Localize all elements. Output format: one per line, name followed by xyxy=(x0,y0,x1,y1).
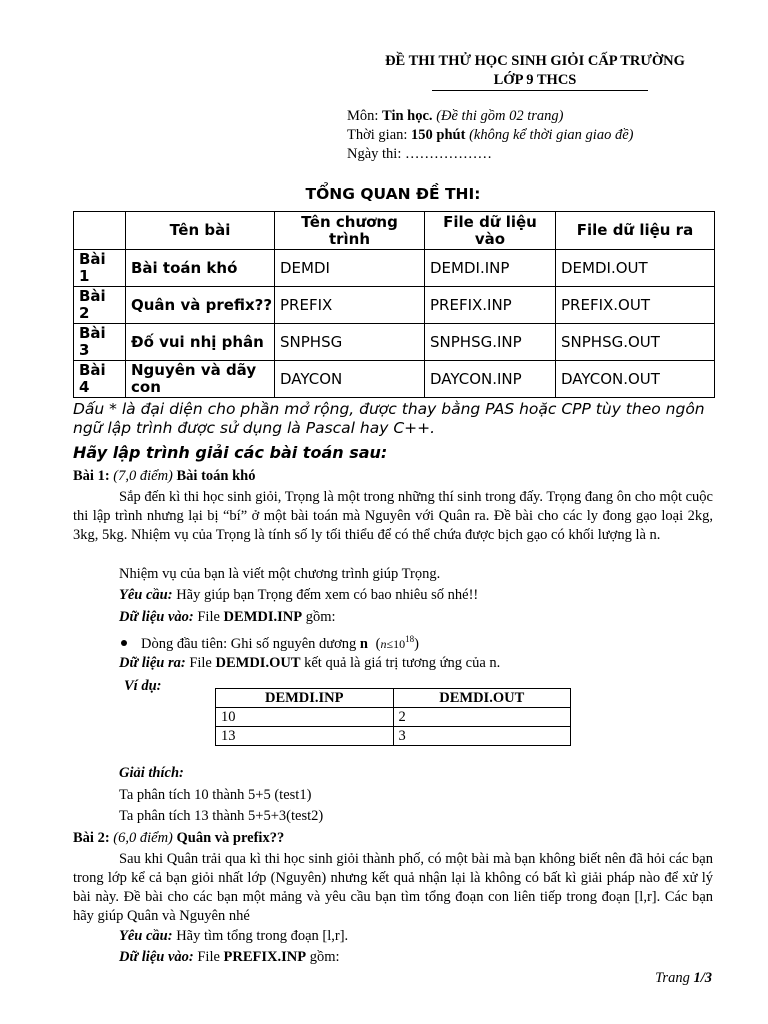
problem-number: Bài 4 xyxy=(74,361,126,398)
header-cell: DEMDI.INP xyxy=(216,689,394,708)
input-file: PREFIX.INP xyxy=(425,287,556,324)
problem1-label: Bài 1: xyxy=(73,468,110,484)
problem1-bullet xyxy=(121,630,711,654)
input-text: gồm: xyxy=(306,949,340,965)
time-note: (không kể thời gian giao đề) xyxy=(465,127,634,143)
header-cell: DEMDI.OUT xyxy=(393,689,571,708)
table-row xyxy=(74,324,715,361)
overview-table xyxy=(73,211,715,398)
example-table xyxy=(215,688,571,746)
page-footer xyxy=(655,970,712,987)
constraint-formula: $(n\le 10^{18})$ xyxy=(375,634,419,652)
program-name: PREFIX xyxy=(275,287,425,324)
problem-number: Bài 2 xyxy=(74,287,126,324)
page-number: 1/3 xyxy=(693,970,712,986)
constraint-operator: ≤ xyxy=(386,636,394,651)
table-row xyxy=(216,708,571,727)
problem-number: Bài 1 xyxy=(74,250,126,287)
input-text: File xyxy=(193,609,224,625)
explain-line: Ta phân tích 13 thành 5+5+3(test2) xyxy=(119,808,324,824)
problem2-paragraph: Sau khi Quân trải qua kì thi học sinh giỏi thành phố, có một bài mà bạn không biết nên đã hỏi các bạn trong lớp kể cả bạn giỏi nhất lớp (Nguyên) nhưng kết quả nhận lại là không có bất kì giải pháp nào để xử lý bài này. Đề bài cho các bạn một mảng và yêu cầu bạn tìm tổng đoạn con liên tiếp trong đoạn [l,r]. Các bạn hãy giúp Quân và Nguyên nhé xyxy=(73,851,713,924)
requirement-text: Hãy giúp bạn Trọng đếm xem có bao nhiêu số nhé!! xyxy=(172,587,479,603)
example-label-text: Ví dụ: xyxy=(124,678,162,694)
input-label: Dữ liệu vào: xyxy=(119,609,194,625)
constraint-base: 10 xyxy=(393,636,406,651)
output-file: DAYCON.OUT xyxy=(556,361,715,398)
input-filename: PREFIX.INP xyxy=(223,949,307,965)
problem-name: Quân và prefix?? xyxy=(126,287,275,324)
problem2-label: Bài 2: xyxy=(73,830,110,846)
input-filename: DEMDI.INP xyxy=(223,609,303,625)
table-row xyxy=(74,361,715,398)
requirement-label: Yêu cầu: xyxy=(119,587,173,603)
problem2-heading xyxy=(73,829,713,848)
time-line xyxy=(347,126,633,145)
problem-name: Đố vui nhị phân xyxy=(126,324,275,361)
input-label: Dữ liệu vào: xyxy=(119,949,194,965)
bullet-icon xyxy=(121,640,127,646)
exam-title-line1: ĐỀ THI THỬ HỌC SINH GIỎI CẤP TRƯỜNG xyxy=(385,53,685,69)
example-output: 2 xyxy=(393,708,571,727)
output-file: SNPHSG.OUT xyxy=(556,324,715,361)
exam-title xyxy=(340,52,730,90)
example-output: 3 xyxy=(393,727,571,746)
input-text: File xyxy=(193,949,224,965)
problem-name: Bài toán khó xyxy=(126,250,275,287)
example-label xyxy=(124,677,224,696)
constraint-exponent: 18 xyxy=(405,634,415,644)
exam-title-line2: LỚP 9 THCS xyxy=(493,72,577,88)
problem1-paragraph: Sắp đến kì thi học sinh giỏi, Trọng là một trong những thí sinh trong đấy. Trọng đang ôn cho một cuộc thi lập trình nhưng lại bị “bí” ở một bài toán mà Nguyên với Quân ra. Đề bài cho các ly đong gạo loại 2kg, 3kg, 5kg. Nhiệm vụ của Trọng là tính số ly tối thiểu để có thể chứa được bịch gạo có khối lượng là n. xyxy=(73,489,713,543)
requirement-text: Hãy tìm tổng trong đoạn [l,r]. xyxy=(172,928,349,944)
subject-value: Tin học. xyxy=(382,108,433,124)
program-name: DAYCON xyxy=(275,361,425,398)
table-row xyxy=(74,287,715,324)
exam-meta xyxy=(347,107,633,164)
header-cell: File dữ liệu ra xyxy=(556,212,715,250)
input-file: SNPHSG.INP xyxy=(425,324,556,361)
subject-note: (Đề thi gồm 02 trang) xyxy=(432,108,564,124)
extension-note: Dấu * là đại diện cho phần mở rộng, được thay bằng PAS hoặc CPP tùy theo ngôn ngữ lập trình được sử dụng là Pascal hay C++. xyxy=(73,400,705,437)
page-prefix: Trang xyxy=(655,970,694,986)
problem1-heading xyxy=(73,467,713,486)
problem-number: Bài 3 xyxy=(74,324,126,361)
overview-title: TỔNG QUAN ĐỀ THI: xyxy=(305,185,481,203)
time-value: 150 phút xyxy=(411,127,466,143)
problem1-title: Bài toán khó xyxy=(176,468,256,484)
input-file: DAYCON.INP xyxy=(425,361,556,398)
example-input: 13 xyxy=(216,727,394,746)
problem2-points: (6,0 điểm) xyxy=(109,830,177,846)
problem1-output xyxy=(119,654,713,673)
problem1-requirement xyxy=(119,586,713,605)
title-underline xyxy=(432,90,648,91)
bullet-text: Dòng đầu tiên: Ghi số nguyên dương xyxy=(141,635,360,652)
output-label: Dữ liệu ra: xyxy=(119,655,186,671)
problem1-input xyxy=(119,608,713,627)
problem1-points: (7,0 điểm) xyxy=(109,468,177,484)
output-text: kết quả là giá trị tương ứng của n. xyxy=(300,655,501,671)
explain-label xyxy=(119,764,713,783)
header-cell xyxy=(74,212,126,250)
requirement-label: Yêu cầu: xyxy=(119,928,173,944)
subject-line xyxy=(347,107,633,126)
bullet-variable: n xyxy=(359,635,368,652)
example-input: 10 xyxy=(216,708,394,727)
explain-line: Ta phân tích 10 thành 5+5 (test1) xyxy=(119,787,312,803)
header-cell: File dữ liệu vào xyxy=(425,212,556,250)
explain-label-text: Giải thích: xyxy=(119,765,184,781)
program-name: DEMDI xyxy=(275,250,425,287)
input-file: DEMDI.INP xyxy=(425,250,556,287)
time-label: Thời gian: xyxy=(347,127,412,143)
problem-name: Nguyên và dãy con xyxy=(126,361,275,398)
table-row xyxy=(74,250,715,287)
table-row xyxy=(216,727,571,746)
input-text: gồm: xyxy=(302,609,336,625)
problem1-task: Nhiệm vụ của bạn là viết một chương trình giúp Trọng. xyxy=(119,566,441,582)
header-cell: Tên chương trình xyxy=(275,212,425,250)
output-file: DEMDI.OUT xyxy=(556,250,715,287)
constraint-var: n xyxy=(380,636,387,651)
example-header-row xyxy=(216,689,571,708)
date-line: Ngày thi: ……………… xyxy=(347,146,492,162)
problem2-input xyxy=(119,948,713,967)
header-cell: Tên bài xyxy=(126,212,275,250)
problem2-title: Quân và prefix?? xyxy=(176,830,285,846)
task-heading: Hãy lập trình giải các bài toán sau: xyxy=(73,443,388,462)
subject-label: Môn: xyxy=(347,108,383,124)
overview-header-row xyxy=(74,212,715,250)
output-text: File xyxy=(185,655,216,671)
output-filename: DEMDI.OUT xyxy=(215,655,301,671)
output-file: PREFIX.OUT xyxy=(556,287,715,324)
problem2-requirement xyxy=(119,927,713,946)
program-name: SNPHSG xyxy=(275,324,425,361)
